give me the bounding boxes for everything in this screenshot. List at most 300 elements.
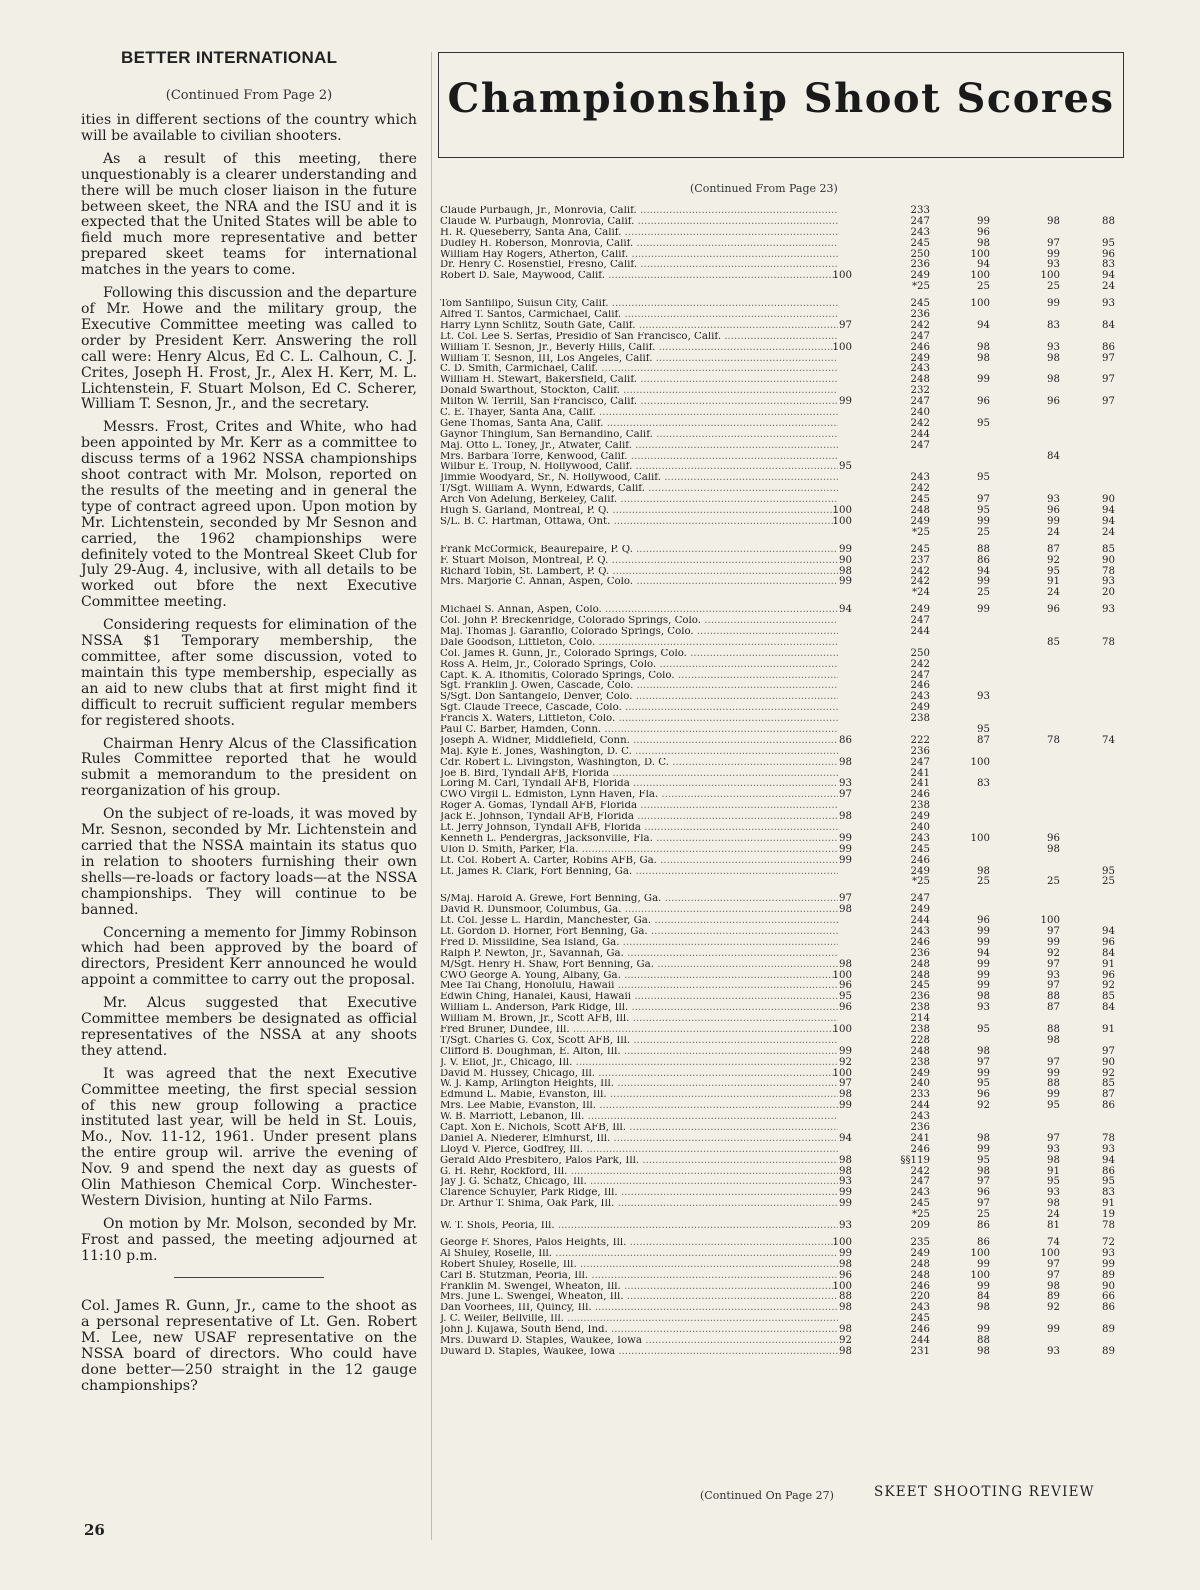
score-all-gauge: 247 xyxy=(910,669,930,681)
article-paragraph: Messrs. Frost, Crites and White, who had been appointed by Mr. Kerr as a committee to discuss terms of a 1962 NSSA championships shoot contract with Mr. Molson, reported on the results of the meeting and in general the type of contract agreed upon. Upon motion by Mr. Lichtenstein, seconded by Mr Sesnon and carried, the 1962 championships were definitely voted to the Montreal Skeet Club for July 29-Aug. 4, inclusive, with all details to be worked out bfore the next Executive Committee meeting. xyxy=(81,419,417,611)
shooter-name: Mrs. Marjorie C. Annan, Aspen, Colo. ..... xyxy=(440,577,838,588)
score-row xyxy=(440,1176,1115,1188)
score-20-gauge: 25 xyxy=(977,876,990,888)
score-all-gauge: 248 xyxy=(910,1045,930,1057)
score-row xyxy=(440,515,1115,528)
score-20-gauge: 86 xyxy=(977,554,990,566)
title-box xyxy=(438,52,1124,158)
score-all-gauge: 233 xyxy=(910,205,930,216)
score-20-gauge: 99 xyxy=(977,1143,990,1155)
score-12-gauge: 96 xyxy=(1102,969,1115,981)
score-28-gauge: 95 xyxy=(1047,1176,1060,1188)
score-12-gauge: 84 xyxy=(1102,319,1115,331)
score-20-gauge: 93 xyxy=(977,691,990,703)
score-20-gauge: 99 xyxy=(977,1067,990,1079)
score-row xyxy=(440,958,1115,971)
score-20-gauge: 96 xyxy=(977,226,990,238)
score-12-gauge: 92 xyxy=(1102,1067,1115,1079)
score-all-gauge: 244 xyxy=(910,428,930,440)
score-row xyxy=(440,1269,1115,1282)
score-row xyxy=(440,554,1115,567)
score-20-gauge: 99 xyxy=(977,576,990,588)
score-12-gauge: 90 xyxy=(1102,1280,1115,1292)
score-row xyxy=(440,1302,1115,1314)
score-12-gauge: 24 xyxy=(1102,281,1115,293)
article-paragraph: As a result of this meeting, there unquestionably is a clearer understanding and there will be much closer liaison in the future between skeet, the NRA and the ISU and it is expected that the United States will be able to field much more representative and better prepared skeet teams for international matches in the years to come. xyxy=(81,150,417,279)
score-row xyxy=(440,1187,1115,1199)
score-12-gauge: 89 xyxy=(1102,1324,1115,1336)
shooter-name: George F. Shores, Palos Heights, Ill. ..... xyxy=(440,1238,838,1249)
shooter-name: Francis X. Waters, Littleton, Colo. ..... xyxy=(440,714,838,725)
score-12-gauge: 96 xyxy=(1102,936,1115,948)
score-12-gauge: 86 xyxy=(1102,1165,1115,1177)
score-28-gauge: 78 xyxy=(1047,734,1060,746)
score-28-gauge: 93 xyxy=(1047,1187,1060,1199)
score-all-gauge: *25 xyxy=(911,526,930,538)
scores-table xyxy=(440,205,1115,1358)
page-number: 26 xyxy=(84,1521,105,1539)
score-28-gauge: 97 xyxy=(1047,237,1060,249)
score-20-gauge: 99 xyxy=(977,215,990,227)
article-heading: BETTER INTERNATIONAL xyxy=(121,48,338,67)
score-410: 99 xyxy=(839,543,852,555)
shooter-name: William L. Anderson, Park Ridge, Ill. ..... xyxy=(440,1003,838,1014)
shooter-name: Gene Thomas, Santa Ana, Calif. ..... xyxy=(440,419,838,430)
score-410: 99 xyxy=(839,396,852,408)
shooter-name: T/Sgt. William A. Wynn, Edwards, Calif. ..... xyxy=(440,484,838,495)
score-20-gauge: 86 xyxy=(977,1236,990,1248)
score-all-gauge: 244 xyxy=(910,625,930,637)
score-row xyxy=(440,484,1110,495)
score-20-gauge: 25 xyxy=(977,1209,990,1221)
score-28-gauge: 96 xyxy=(1047,604,1060,616)
shooter-name: M/Sgt. Henry H. Shaw, Fort Benning, Ga. ..... xyxy=(440,960,838,971)
score-410: 100 xyxy=(832,1280,852,1292)
score-row xyxy=(440,396,1115,408)
gunn-note: Col. James R. Gunn, Jr., came to the shoot as a personal representative of Lt. Gen. Robert M. Lee, new USAF representative on the NSSA board of directors. Who could have done better—250 straight in the 12 gauge championships? xyxy=(81,1297,417,1394)
score-28-gauge: 99 xyxy=(1047,1067,1060,1079)
score-all-gauge: 249 xyxy=(910,352,930,364)
score-28-gauge: 87 xyxy=(1047,1002,1060,1014)
score-410: 100 xyxy=(832,1024,852,1036)
shooter-name: Frank McCormick, Beaurepaire, P. Q. ..... xyxy=(440,545,838,556)
score-all-gauge: 243 xyxy=(910,832,930,844)
score-row xyxy=(440,565,1115,578)
score-row xyxy=(440,1056,1115,1069)
score-12-gauge: 66 xyxy=(1102,1291,1115,1303)
score-20-gauge: 98 xyxy=(977,352,990,364)
score-28-gauge: 93 xyxy=(1047,494,1060,506)
score-20-gauge: 84 xyxy=(977,1291,990,1303)
score-12-gauge: 97 xyxy=(1102,396,1115,408)
score-row xyxy=(440,1002,1115,1014)
score-28-gauge: 96 xyxy=(1047,832,1060,844)
score-all-gauge: 236 xyxy=(910,309,930,321)
score-row xyxy=(440,1024,1115,1036)
score-row xyxy=(440,1045,1115,1058)
score-row xyxy=(440,386,1110,397)
score-20-gauge: 99 xyxy=(977,958,990,970)
shooter-name: Mrs. Duward D. Staples, Waukee, Iowa ..... xyxy=(440,1336,838,1347)
score-12-gauge: 86 xyxy=(1102,341,1115,353)
score-28-gauge: 74 xyxy=(1047,1236,1060,1248)
score-410: 96 xyxy=(839,1002,852,1014)
score-row xyxy=(440,1291,1115,1303)
score-20-gauge: 96 xyxy=(977,1089,990,1101)
score-all-gauge: 236 xyxy=(910,745,930,757)
score-row xyxy=(440,876,1115,888)
shooter-name: Lt. Col. Lee S. Serfas, Presidio of San Francisco, Calif. ..... xyxy=(440,332,838,343)
score-row xyxy=(440,1143,1115,1156)
score-28-gauge: 87 xyxy=(1047,543,1060,555)
score-row xyxy=(440,1198,1115,1210)
score-row xyxy=(440,364,1110,375)
score-12-gauge: 86 xyxy=(1102,1100,1115,1112)
score-row xyxy=(440,248,1115,261)
score-all-gauge: 245 xyxy=(910,494,930,506)
score-12-gauge: 90 xyxy=(1102,1056,1115,1068)
shooter-name: Edwin Ching, Hanalei, Kausi, Hawaii ..... xyxy=(440,992,838,1003)
score-row xyxy=(440,1236,1115,1249)
score-410: 98 xyxy=(839,1258,852,1270)
score-all-gauge: 247 xyxy=(910,215,930,227)
shooter-name: Hugh S. Garland, Montreal, P. Q. ..... xyxy=(440,506,838,517)
score-all-gauge: 242 xyxy=(910,483,930,495)
score-410: 99 xyxy=(839,854,852,866)
score-row xyxy=(440,1100,1115,1112)
score-12-gauge: 94 xyxy=(1102,270,1115,282)
score-all-gauge: 220 xyxy=(910,1291,930,1303)
shooter-name: Sgt. Franklin J. Owen, Cascade, Colo. ..... xyxy=(440,681,838,692)
score-28-gauge: 98 xyxy=(1047,843,1060,855)
score-row xyxy=(440,779,1110,790)
score-row xyxy=(440,259,1115,271)
shooter-name: Carl B. Stutzman, Peoria, Ill. ..... xyxy=(440,1271,838,1282)
shooter-name: W. B. Marriott, Lebanon, Ill. ..... xyxy=(440,1112,838,1123)
score-all-gauge: *25 xyxy=(911,876,930,888)
shooter-name: Fred Bruner, Dundee, Ill. ..... xyxy=(440,1025,838,1036)
article-paragraph: On the subject of re-loads, it was moved by Mr. Sesnon, seconded by Mr. Lichtenstein and carried that the NSSA maintain its status quo in relation to shooters furnishing their own shells—re-loads or factory loads—at the NSSA championships. They will continue to be banned. xyxy=(81,806,417,918)
shooter-name: Joseph A. Widner, Middlefield, Conn. ..... xyxy=(440,736,838,747)
score-all-gauge: 222 xyxy=(910,734,930,746)
score-all-gauge: 241 xyxy=(910,767,930,779)
score-12-gauge: 90 xyxy=(1102,494,1115,506)
score-row xyxy=(440,270,1115,282)
score-12-gauge: 85 xyxy=(1102,1078,1115,1090)
shooter-name: Ralph P. Newton, Jr., Savannah, Ga. ..... xyxy=(440,949,838,960)
shooter-name: G. H. Rehr, Rockford, Ill. ..... xyxy=(440,1167,838,1178)
score-row xyxy=(440,494,1115,506)
shooter-name: Gaynor Thinglum, San Bernandino, Calif. ..... xyxy=(440,430,838,441)
shooter-name: William T. Sesnon, Jr., Beverly Hills, Calif. ..... xyxy=(440,343,838,354)
shooter-name: Milton W. Terrill, San Francisco, Calif. ..... xyxy=(440,397,838,408)
score-28-gauge: 98 xyxy=(1047,1280,1060,1292)
score-410: 100 xyxy=(832,270,852,282)
shooter-name: S/Maj. Harold A. Grewe, Fort Benning, Ga. ..... xyxy=(440,894,838,905)
score-all-gauge: 249 xyxy=(910,865,930,877)
score-row xyxy=(440,1165,1115,1178)
score-row xyxy=(440,823,1110,834)
shooter-name: Alfred T. Santos, Carmichael, Calif. ..... xyxy=(440,310,838,321)
article-paragraph: Considering requests for elimination of the NSSA $1 Temporary membership, the committee, after some discussion, voted to maintain this type membership, especially as an aid to new clubs that at first might find it difficult to recruit sufficient regular members for registered shoots. xyxy=(81,617,417,729)
score-all-gauge: 238 xyxy=(910,713,930,725)
score-row xyxy=(440,452,1110,463)
score-all-gauge: 242 xyxy=(910,576,930,588)
score-20-gauge: 98 xyxy=(977,1302,990,1314)
score-all-gauge: 245 xyxy=(910,1313,930,1325)
score-all-gauge: 249 xyxy=(910,270,930,282)
score-row xyxy=(440,587,1115,599)
shooter-name: Maj. Otto L. Toney, Jr., Atwater, Calif. ..... xyxy=(440,441,838,452)
score-all-gauge: 240 xyxy=(910,1078,930,1090)
score-28-gauge: 100 xyxy=(1040,270,1060,282)
score-all-gauge: 249 xyxy=(910,604,930,616)
score-row xyxy=(440,991,1115,1003)
continued-from-note: (Continued From Page 2) xyxy=(165,88,333,103)
score-all-gauge: 244 xyxy=(910,1334,930,1346)
score-row xyxy=(440,681,1110,692)
score-all-gauge: 237 xyxy=(910,554,930,566)
score-row xyxy=(440,1258,1115,1271)
score-all-gauge: 209 xyxy=(910,1220,930,1232)
shooter-name: Dan Voorhees, III, Quincy, Ill. ..... xyxy=(440,1303,838,1314)
score-28-gauge: 99 xyxy=(1047,298,1060,310)
score-410: 98 xyxy=(839,958,852,970)
score-all-gauge: 249 xyxy=(910,515,930,527)
score-28-gauge: 99 xyxy=(1047,515,1060,527)
score-20-gauge: 95 xyxy=(977,505,990,517)
shooter-name: Lt. Gordon D. Horner, Fort Benning, Ga. ..... xyxy=(440,927,838,938)
score-410: 98 xyxy=(839,756,852,768)
shooter-name: T/Sgt. Charles G. Cox, Scott AFB, Ill. ..... xyxy=(440,1036,838,1047)
score-all-gauge: 248 xyxy=(910,969,930,981)
score-410: 96 xyxy=(839,1269,852,1281)
score-row xyxy=(440,790,1110,801)
score-all-gauge: 243 xyxy=(910,472,930,484)
score-20-gauge: 99 xyxy=(977,1280,990,1292)
score-row xyxy=(440,341,1115,354)
shooter-name: Maj. Kyle E. Jones, Washington, D. C. ..... xyxy=(440,747,838,758)
score-12-gauge: 89 xyxy=(1102,1345,1115,1357)
score-20-gauge: 92 xyxy=(977,1100,990,1112)
score-row xyxy=(440,1345,1115,1358)
score-28-gauge: 81 xyxy=(1047,1220,1060,1232)
score-all-gauge: 249 xyxy=(910,904,930,916)
score-all-gauge: 238 xyxy=(910,1056,930,1068)
score-20-gauge: 95 xyxy=(977,1154,990,1166)
shooter-name: Wilbur E. Troup, N. Hollywood, Calif. ..... xyxy=(440,462,838,473)
score-row xyxy=(440,1247,1115,1260)
score-410: 93 xyxy=(839,1176,852,1188)
score-410: 98 xyxy=(839,1324,852,1336)
score-all-gauge: 233 xyxy=(910,1089,930,1101)
score-28-gauge: 97 xyxy=(1047,1269,1060,1281)
score-28-gauge: 89 xyxy=(1047,1291,1060,1303)
score-all-gauge: 245 xyxy=(910,298,930,310)
shooter-name: Duward D. Staples, Waukee, Iowa ..... xyxy=(440,1347,838,1358)
score-28-gauge: 25 xyxy=(1047,876,1060,888)
score-all-gauge: *25 xyxy=(911,1209,930,1221)
score-12-gauge: 97 xyxy=(1102,1045,1115,1057)
score-12-gauge: 95 xyxy=(1102,865,1115,877)
score-28-gauge: 93 xyxy=(1047,341,1060,353)
score-410: 98 xyxy=(839,1165,852,1177)
score-28-gauge: 97 xyxy=(1047,1132,1060,1144)
score-20-gauge: 97 xyxy=(977,1056,990,1068)
score-20-gauge: 87 xyxy=(977,734,990,746)
score-row xyxy=(440,1123,1110,1134)
score-410: 98 xyxy=(839,1302,852,1314)
score-12-gauge: 20 xyxy=(1102,587,1115,599)
shooter-name: William M. Brown, Jr., Scott AFB, Ill. ..... xyxy=(440,1014,838,1025)
score-410: 93 xyxy=(839,778,852,790)
shooter-name: W. T. Shols, Peoria, Ill. ..... xyxy=(440,1221,838,1232)
shooter-name: Col. John P. Breckenridge, Colorado Springs, Colo. ..... xyxy=(440,616,838,627)
score-12-gauge: 97 xyxy=(1102,352,1115,364)
score-12-gauge: 94 xyxy=(1102,505,1115,517)
score-20-gauge: 99 xyxy=(977,936,990,948)
shooter-name: Cdr. Robert L. Livingston, Washington, D. C. ..... xyxy=(440,758,838,769)
score-all-gauge: *25 xyxy=(911,281,930,293)
score-all-gauge: 246 xyxy=(910,680,930,692)
shooter-name: Franklin M. Swengel, Wheaton, Ill. ..... xyxy=(440,1282,838,1293)
score-410: 99 xyxy=(839,1187,852,1199)
shooter-name: John J. Kujawa, South Bend, Ind. ..... xyxy=(440,1325,838,1336)
shooter-name: CWO Virgil L. Edmiston, Lynn Haven, Fla. ..... xyxy=(440,790,838,801)
score-row xyxy=(440,473,1110,484)
score-12-gauge: 78 xyxy=(1102,565,1115,577)
score-all-gauge: 242 xyxy=(910,658,930,670)
score-all-gauge: 246 xyxy=(910,854,930,866)
score-20-gauge: 95 xyxy=(977,1024,990,1036)
shooter-name: Paul C. Barber, Hamden, Conn. ..... xyxy=(440,725,838,736)
score-20-gauge: 94 xyxy=(977,565,990,577)
score-all-gauge: 238 xyxy=(910,1024,930,1036)
score-row xyxy=(440,947,1115,960)
shooter-name: Fred D. Missildine, Sea Island, Ga. ..... xyxy=(440,938,838,949)
score-410: 98 xyxy=(839,1089,852,1101)
score-28-gauge: 83 xyxy=(1047,319,1060,331)
score-row xyxy=(440,834,1110,845)
continued-from-scores: (Continued From Page 23) xyxy=(690,182,838,195)
score-28-gauge: 93 xyxy=(1047,1345,1060,1357)
score-row xyxy=(440,419,1110,430)
score-12-gauge: 88 xyxy=(1102,215,1115,227)
score-all-gauge: 238 xyxy=(910,800,930,812)
shooter-name: Clifford B. Doughman, E. Alton, Ill. ..... xyxy=(440,1047,838,1058)
shooter-name: Donald Swarthout, Stockton, Calif. ..... xyxy=(440,386,838,397)
shooter-name: C. E. Thayer, Santa Ana, Calif. ..... xyxy=(440,408,838,419)
score-12-gauge: 87 xyxy=(1102,1089,1115,1101)
shooter-name: Al Shuley, Roselle, Ill. ..... xyxy=(440,1249,838,1260)
score-410: 90 xyxy=(839,554,852,566)
score-28-gauge: 99 xyxy=(1047,936,1060,948)
shooter-name: Lt. Jerry Johnson, Tyndall AFB, Florida ..... xyxy=(440,823,838,834)
score-all-gauge: 236 xyxy=(910,947,930,959)
score-row xyxy=(440,543,1115,556)
score-row xyxy=(440,1014,1110,1025)
score-410: 94 xyxy=(839,604,852,616)
score-410: 99 xyxy=(839,576,852,588)
score-row xyxy=(440,1067,1115,1080)
score-row xyxy=(440,1154,1115,1167)
shooter-name: Claude Purbaugh, Jr., Monrovia, Calif. ..... xyxy=(440,206,838,217)
score-12-gauge: 90 xyxy=(1102,554,1115,566)
score-row xyxy=(440,310,1110,321)
score-row xyxy=(440,298,1115,310)
shooter-name: Clarence Schuyler, Park Ridge, Ill. ..... xyxy=(440,1188,838,1199)
score-all-gauge: 245 xyxy=(910,237,930,249)
score-all-gauge: 246 xyxy=(910,1324,930,1336)
score-12-gauge: 85 xyxy=(1102,991,1115,1003)
score-row xyxy=(440,215,1115,228)
score-410: 100 xyxy=(832,1236,852,1248)
score-12-gauge: 74 xyxy=(1102,734,1115,746)
shooter-name: Jay J. G. Schatz, Chicago, Ill. ..... xyxy=(440,1177,838,1188)
score-410: 98 xyxy=(839,904,852,916)
score-20-gauge: 95 xyxy=(977,1078,990,1090)
shooter-name: Daniel A. Niederer, Elmhurst, Ill. ..... xyxy=(440,1134,838,1145)
score-410: 97 xyxy=(839,1078,852,1090)
score-row xyxy=(440,408,1110,419)
score-20-gauge: 98 xyxy=(977,1045,990,1057)
score-20-gauge: 99 xyxy=(977,1324,990,1336)
score-12-gauge: 25 xyxy=(1102,876,1115,888)
score-all-gauge: 245 xyxy=(910,843,930,855)
score-410: 99 xyxy=(839,1198,852,1210)
score-all-gauge: 245 xyxy=(910,980,930,992)
score-row xyxy=(440,926,1115,938)
score-row xyxy=(440,671,1110,682)
score-20-gauge: 99 xyxy=(977,515,990,527)
score-20-gauge: 100 xyxy=(970,1247,990,1259)
score-20-gauge: 95 xyxy=(977,723,990,735)
shooter-name: Col. James R. Gunn, Jr., Colorado Springs, Colo. ..... xyxy=(440,649,838,660)
score-410: 98 xyxy=(839,811,852,823)
score-all-gauge: 249 xyxy=(910,811,930,823)
score-row xyxy=(440,969,1115,982)
shooter-name: C. D. Smith, Carmichael, Calif. ..... xyxy=(440,364,838,375)
shooter-name: J. C. Weiler, Bellville, Ill. ..... xyxy=(440,1314,838,1325)
score-410: 94 xyxy=(839,1132,852,1144)
score-row xyxy=(440,576,1115,588)
score-20-gauge: 98 xyxy=(977,865,990,877)
shooter-name: CWO George A. Young, Albany, Ga. ..... xyxy=(440,971,838,982)
score-28-gauge: 100 xyxy=(1040,1247,1060,1259)
score-12-gauge: 78 xyxy=(1102,1132,1115,1144)
score-row xyxy=(440,1089,1115,1101)
score-12-gauge: 92 xyxy=(1102,980,1115,992)
score-28-gauge: 98 xyxy=(1047,1198,1060,1210)
score-410: 100 xyxy=(832,1067,852,1079)
score-12-gauge: 84 xyxy=(1102,947,1115,959)
score-all-gauge: 249 xyxy=(910,1247,930,1259)
column-divider xyxy=(431,52,432,1540)
score-20-gauge: 97 xyxy=(977,1198,990,1210)
score-row xyxy=(440,430,1110,441)
score-row xyxy=(440,714,1110,725)
score-12-gauge: 93 xyxy=(1102,1143,1115,1155)
article-paragraph: On motion by Mr. Molson, seconded by Mr. Frost and passed, the meeting adjourned at 11:10 p.m. xyxy=(81,1215,417,1264)
shooter-name: Dr. Henry C. Rosenstiel, Fresno, Calif. ..... xyxy=(440,260,838,271)
shooter-name: David R. Dunsmoor, Columbus, Ga. ..... xyxy=(440,905,838,916)
shooter-name: Michael S. Annan, Aspen, Colo. ..... xyxy=(440,605,838,616)
score-all-gauge: 248 xyxy=(910,958,930,970)
score-28-gauge: 99 xyxy=(1047,1324,1060,1336)
score-12-gauge: 78 xyxy=(1102,636,1115,648)
article-paragraph: Following this discussion and the departure of Mr. Howe and the military group, the Executive Committee meeting was called to order by President Kerr. Answering the roll call were: Henry Alcus, Ed C. L. Calhoun, C. J. Crites, Joseph H. Frost, Jr., Alex H. Kerr, M. L. Lichtenstein, F. Stuart Molson, Ed C. Scherer, William T. Sesnon, Jr., and the secretary. xyxy=(81,285,417,413)
article-column xyxy=(81,48,417,1401)
